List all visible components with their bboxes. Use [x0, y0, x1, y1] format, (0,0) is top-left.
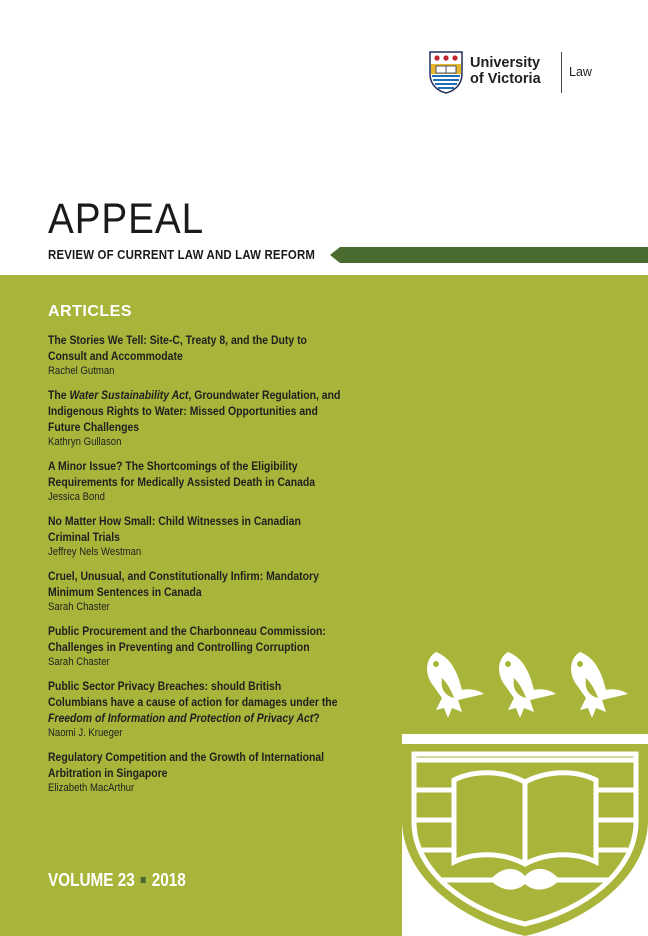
university-name-line2: of Victoria	[470, 71, 541, 87]
article-title-part: ?	[313, 711, 320, 725]
article-title-italic: Water Sustainability Act	[69, 388, 189, 402]
volume-info	[48, 870, 186, 891]
article-title-part: Public Sector Privacy Breaches: should British Columbians have a cause of action for damages under the	[48, 679, 338, 709]
volume-label: VOLUME 23	[48, 870, 135, 890]
article-item[interactable]	[48, 568, 348, 615]
article-author: Kathryn Gullason	[48, 436, 122, 448]
article-item[interactable]	[48, 458, 348, 505]
article-title: Public Procurement and the Charbonneau Commission: Challenges in Preventing and Controlling Corruption	[48, 624, 326, 654]
article-title	[48, 387, 344, 435]
uvic-crest-icon	[428, 50, 464, 94]
journal-title: APPEAL	[48, 195, 204, 243]
article-author: Naomi J. Krueger	[48, 727, 123, 739]
article-title-part: The	[48, 388, 70, 402]
article-author: Jeffrey Nels Westman	[48, 546, 142, 558]
article-author: Rachel Gutman	[48, 365, 115, 377]
logo-divider	[561, 52, 562, 93]
article-item[interactable]	[48, 678, 348, 741]
article-author: Sarah Chaster	[48, 656, 110, 668]
article-author: Sarah Chaster	[48, 601, 110, 613]
article-author: Jessica Bond	[48, 491, 105, 503]
article-title: Regulatory Competition and the Growth of International Arbitration in Singapore	[48, 750, 325, 780]
faculty-name: Law	[569, 65, 592, 79]
article-item[interactable]	[48, 387, 348, 450]
university-name	[470, 55, 585, 87]
article-item[interactable]	[48, 749, 348, 796]
article-title-italic: Freedom of Information and Protection of Privacy Act	[48, 711, 314, 725]
separator-dot-icon	[141, 877, 146, 883]
header-area	[0, 0, 648, 275]
article-item[interactable]	[48, 513, 348, 560]
decorative-bar	[330, 247, 648, 263]
article-item[interactable]	[48, 623, 348, 670]
article-title: A Minor Issue? The Shortcomings of the Eligibility Requirements for Medically Assisted Death in Canada	[48, 459, 316, 489]
article-title-part: , Groundwater Regulation, and Indigenous Rights to Water: Missed Opportunities and Future Challenges	[48, 388, 341, 434]
article-list	[48, 332, 348, 804]
article-title: No Matter How Small: Child Witnesses in Canadian Criminal Trials	[48, 514, 301, 544]
article-title	[48, 678, 344, 726]
article-title: The Stories We Tell: Site-C, Treaty 8, and the Duty to Consult and Accommodate	[48, 333, 307, 363]
journal-subtitle: REVIEW OF CURRENT LAW AND LAW REFORM	[48, 247, 316, 262]
uvic-shield-icon	[402, 630, 648, 936]
article-author: Elizabeth MacArthur	[48, 782, 135, 794]
article-item[interactable]	[48, 332, 348, 379]
article-title: Cruel, Unusual, and Constitutionally Infirm: Mandatory Minimum Sentences in Canada	[48, 569, 319, 599]
volume-year: 2018	[151, 870, 186, 890]
section-heading: ARTICLES	[48, 303, 132, 320]
university-name-line1: University	[470, 55, 541, 71]
